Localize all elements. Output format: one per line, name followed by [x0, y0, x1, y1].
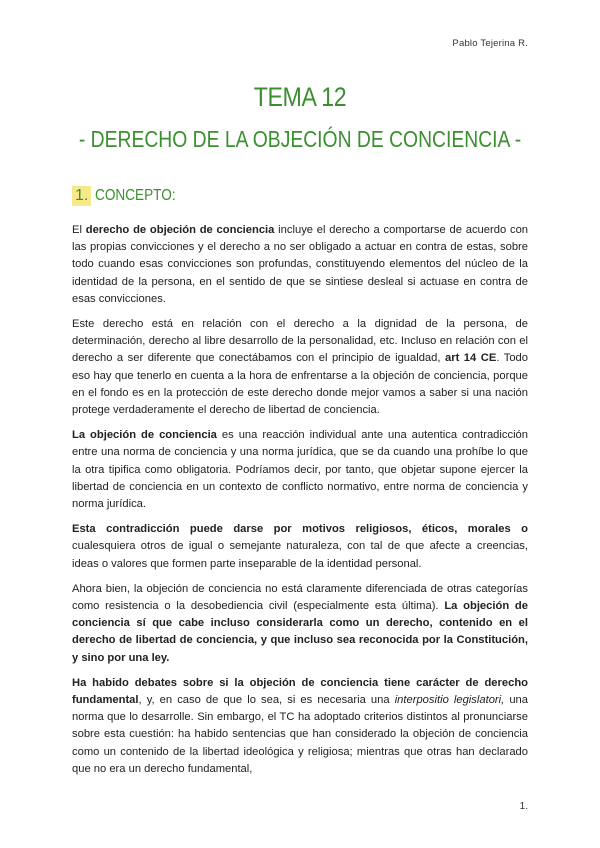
bold-term: La objeción de conciencia	[72, 429, 217, 442]
text-run: una norma que lo desarrolle. Sin embargo, el TC ha adoptado criterios distintos al pronunciarse sobre esta cuestión: ha habido sentencias que han considerado la objeción de conciencia como un contenido de la libertad ideológica y religiosa; mientras que otras han declarado que no era un derecho fundamental,	[72, 694, 529, 775]
document-body	[72, 222, 528, 786]
paragraph-1	[72, 222, 528, 308]
paragraph-6	[72, 675, 528, 778]
bold-term: La objeción de conciencia sí que cabe incluso considerarla como un derecho, contenido en el derecho de libertad de conciencia, y que incluso sea reconocida por la Constitución, y sino por una ley.	[72, 600, 528, 664]
page-number: 1.	[519, 801, 528, 812]
section-number: 1.	[72, 186, 91, 206]
text-run: El	[72, 224, 86, 236]
text-run: . Todo eso hay que tenerlo en cuenta a la hora de enfrentarse a la objeción de conciencia, porque en el fondo es en la protección de este derecho donde mejor vamos a saber si una nación protege verdaderamente el derecho de libertad de conciencia.	[72, 352, 528, 417]
italic-term: interpositio legislatori,	[394, 694, 505, 707]
text-run: Ahora bien, la objeción de conciencia no está claramente diferenciada de otras categorías como resistencia o la desobediencia civil (especialmente esta última).	[72, 582, 528, 613]
text-run: , y, en caso de que lo sea, si es necesaria una	[138, 694, 395, 707]
document-title: TEMA 12	[253, 82, 347, 112]
paragraph-4	[72, 521, 528, 573]
text-run: incluye el derecho a comportarse de acuerdo con las propias convicciones y el derecho a no ser obligado a actuar en contra de estas, sobre todo cuando esas convicciones son profundas, constituyendo elementos del núcleo de la identidad de la persona, en el sentido de que se sintiese desleal si actuase en contra de esas convicciones.	[72, 224, 529, 305]
text-run: Este derecho está en relación con el derecho a la dignidad de la persona, de determinación, derecho al libre desarrollo de la personalidad, etc. Incluso en relación con el derecho a ser diferente que conectábamos con el principio de igualdad,	[72, 318, 528, 365]
paragraph-3	[72, 427, 528, 513]
bold-term: derecho de objeción de conciencia	[85, 224, 275, 236]
section-heading	[72, 186, 190, 206]
text-run: cualesquiera otros de igual o semejante naturaleza, con tal de que afecte a creencias, ideas o valores que formen parte inseparable de la identidad personal.	[72, 540, 528, 570]
paragraph-5	[72, 581, 528, 667]
bold-term: Ha habido debates sobre si la objeción de conciencia tiene carácter de derecho fundamental	[72, 676, 528, 707]
section-label: CONCEPTO:	[95, 187, 176, 204]
document-subtitle: - DERECHO DE LA OBJECIÓN DE CONCIENCIA -	[78, 126, 522, 152]
bold-term: art 14 CE	[445, 352, 497, 365]
text-run: es una reacción individual ante una autentica contradicción entre una norma de conciencia y una norma jurídica, que se da cuando una prohíbe lo que la otra tipifica como obligatoria. Podríamos decir, por tanto, que objetar supone ejercer la libertad de conciencia en un contexto de conflicto normativo, entre norma de conciencia y norma jurídica.	[72, 429, 528, 511]
author-name: Pablo Tejerina R.	[452, 38, 528, 49]
bold-term: Esta contradicción puede darse por motivos religiosos, éticos, morales o	[72, 523, 528, 536]
paragraph-2	[72, 316, 528, 419]
